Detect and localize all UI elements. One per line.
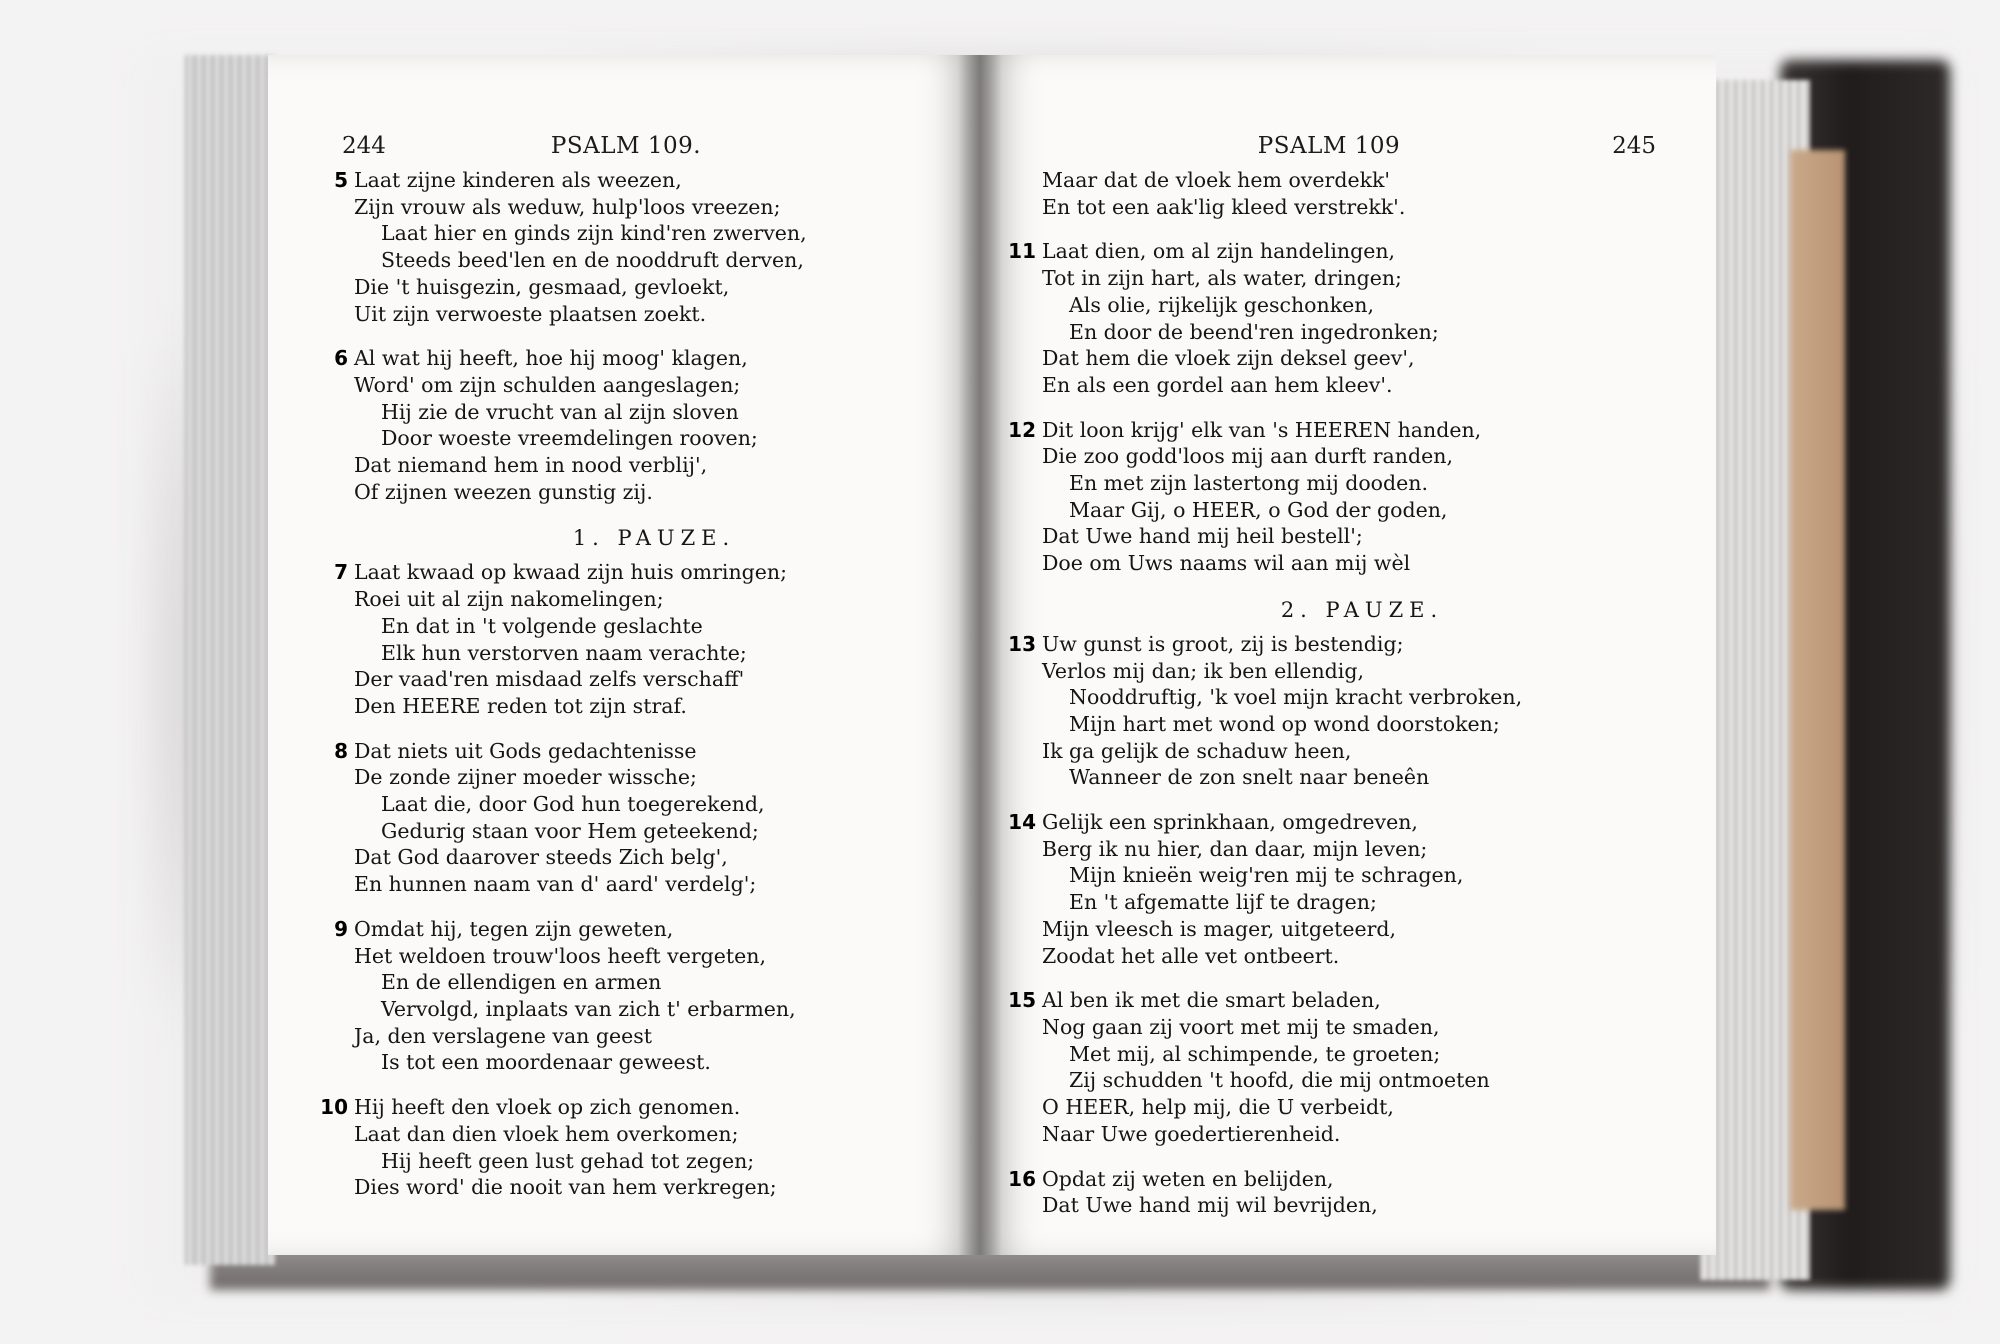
- verse-line: En met zijn lastertong mij dooden.: [1069, 471, 1428, 496]
- verse-line: Gelijk een sprinkhaan, omgedreven,: [1042, 810, 1418, 835]
- cover-inner-edge: [1790, 150, 1845, 1210]
- verse-line: En dat in 't volgende geslachte: [381, 613, 703, 638]
- verse-line: Dies word' die nooit van hem verkregen;: [354, 1175, 777, 1200]
- verse-line: Dat Uwe hand mij heil bestell';: [1042, 524, 1363, 549]
- verse-line: En tot een aak'lig kleed verstrekk'.: [1042, 194, 1406, 219]
- verse-line: En 't afgematte lijf te dragen;: [1069, 890, 1377, 915]
- verse-line: Uit zijn verwoeste plaatsen zoekt.: [354, 301, 707, 326]
- verse-line: Die zoo godd'loos mij aan durft randen,: [1042, 444, 1453, 469]
- verse-stanza: [1008, 417, 1682, 577]
- pauze-heading: 1. PAUZE.: [572, 526, 736, 551]
- verse-line: Dat niets uit Gods gedachtenisse: [354, 738, 697, 763]
- verse-stanza: [1008, 987, 1682, 1147]
- verse-line: En door de beend'ren ingedronken;: [1069, 319, 1439, 344]
- left-page-title: PSALM 109.: [550, 133, 702, 159]
- verse-line: Mijn knieën weig'ren mij te schragen,: [1069, 863, 1464, 888]
- verse-line: Maar dat de vloek hem overdekk': [1042, 168, 1391, 192]
- verse-number: 6: [334, 346, 348, 371]
- verse-stanza: [334, 167, 954, 327]
- verse-line: En hunnen naam van d' aard' verdelg';: [354, 872, 757, 897]
- verse-line: Is tot een moordenaar geweest.: [381, 1050, 711, 1075]
- verse-number: 7: [334, 560, 348, 585]
- verse-line: O HEER, help mij, die U verbeidt,: [1042, 1095, 1394, 1120]
- verse-stanza: [1008, 238, 1682, 398]
- verse-line: Met mij, al schimpende, te groeten;: [1069, 1041, 1441, 1066]
- verse-stanza: [1008, 809, 1682, 969]
- verse-line: Dat God daarover steeds Zich belg',: [354, 845, 728, 870]
- verse-line: Ja, den verslagene van geest: [354, 1023, 653, 1048]
- verse-line: Of zijnen weezen gunstig zij.: [354, 479, 653, 504]
- verse-line: Het weldoen trouw'loos heeft vergeten,: [354, 943, 767, 968]
- verse-stanza: [1042, 167, 1682, 220]
- verse-line: Tot in zijn hart, als water, dringen;: [1042, 266, 1402, 291]
- verse-stanza: [320, 1094, 954, 1201]
- verse-stanza: [334, 345, 954, 505]
- verse-number: 13: [1008, 631, 1036, 656]
- book-gutter: [958, 55, 1002, 1255]
- verse-line: Die 't huisgezin, gesmaad, gevloekt,: [354, 274, 730, 299]
- verse-number: 12: [1008, 417, 1036, 442]
- verse-number: 16: [1008, 1166, 1036, 1191]
- verse-line: Gedurig staan voor Hem geteekend;: [381, 818, 759, 843]
- verse-number: 8: [334, 738, 348, 763]
- verse-line: Door woeste vreemdelingen rooven;: [381, 426, 758, 451]
- verse-line: Wanneer de zon snelt naar beneên: [1069, 765, 1430, 790]
- verse-line: Uw gunst is groot, zij is bestendig;: [1042, 631, 1404, 656]
- verse-line: En de ellendigen en armen: [381, 970, 662, 995]
- verse-line: Berg ik nu hier, dan daar, mijn leven;: [1042, 836, 1428, 861]
- page-edges-left: [185, 55, 275, 1265]
- verse-line: Hij heeft den vloek op zich genomen.: [354, 1095, 741, 1120]
- verse-line: Naar Uwe goedertierenheid.: [1042, 1121, 1341, 1146]
- verse-line: Den HEERE reden tot zijn straf.: [354, 693, 687, 718]
- verse-line: Laat zijne kinderen als weezen,: [354, 168, 682, 192]
- verse-stanza: [334, 738, 954, 898]
- verse-line: Ik ga gelijk de schaduw heen,: [1042, 738, 1352, 763]
- verse-line: Nooddruftig, 'k voel mijn kracht verbroken,: [1069, 685, 1523, 710]
- verse-stanza: [1008, 1166, 1682, 1219]
- left-page-text: [320, 167, 954, 1219]
- verse-line: Steeds beed'len en de nooddruft derven,: [381, 248, 804, 273]
- verse-number: 9: [334, 916, 348, 941]
- verse-line: En als een gordel aan hem kleev'.: [1042, 372, 1393, 397]
- left-page-number: 244: [342, 133, 386, 159]
- verse-line: Dat hem die vloek zijn deksel geev',: [1042, 346, 1415, 371]
- verse-line: Mijn hart met wond op wond doorstoken;: [1069, 711, 1500, 736]
- verse-line: Hij heeft geen lust gehad tot zegen;: [381, 1148, 755, 1173]
- verse-line: Word' om zijn schulden aangeslagen;: [354, 372, 741, 397]
- left-page-header: [342, 133, 910, 167]
- verse-stanza: [334, 559, 954, 719]
- verse-line: Als olie, rijkelijk geschonken,: [1069, 292, 1374, 317]
- verse-line: Al wat hij heeft, hoe hij moog' klagen,: [354, 346, 748, 371]
- verse-line: Laat hier en ginds zijn kind'ren zwerven,: [381, 221, 807, 246]
- right-page: [980, 55, 1716, 1255]
- verse-line: Laat dien, om al zijn handelingen,: [1042, 239, 1396, 264]
- verse-line: Hij zie de vrucht van al zijn sloven: [381, 399, 739, 424]
- right-page-text: [1008, 167, 1682, 1237]
- verse-line: Laat dan dien vloek hem overkomen;: [354, 1121, 739, 1146]
- verse-line: Vervolgd, inplaats van zich t' erbarmen,: [381, 996, 796, 1021]
- verse-line: Der vaad'ren misdaad zelfs verschaff': [354, 667, 745, 692]
- right-page-header: [1042, 133, 1656, 167]
- verse-line: Zij schudden 't hoofd, die mij ontmoeten: [1069, 1068, 1490, 1093]
- verse-line: Opdat zij weten en belijden,: [1042, 1166, 1334, 1191]
- verse-line: Zoodat het alle vet ontbeert.: [1042, 943, 1340, 968]
- verse-line: Maar Gij, o HEER, o God der goden,: [1069, 497, 1448, 522]
- verse-stanza: [334, 916, 954, 1076]
- verse-line: Nog gaan zij voort met mij te smaden,: [1042, 1014, 1440, 1039]
- verse-line: Mijn vleesch is mager, uitgeteerd,: [1042, 916, 1397, 941]
- pauze-heading: 2. PAUZE.: [1280, 597, 1444, 622]
- right-page-title: PSALM 109: [1257, 133, 1401, 159]
- verse-number: 15: [1008, 988, 1036, 1013]
- verse-number: 10: [320, 1095, 348, 1120]
- verse-line: Doe om Uws naams wil aan mij wèl: [1042, 551, 1411, 576]
- verse-line: Roei uit al zijn nakomelingen;: [354, 587, 664, 612]
- verse-line: Elk hun verstorven naam verachte;: [381, 640, 747, 665]
- verse-number: 5: [334, 168, 348, 192]
- verse-line: Laat die, door God hun toegerekend,: [381, 792, 765, 817]
- verse-stanza: [1008, 631, 1682, 791]
- verse-line: De zonde zijner moeder wissche;: [354, 765, 697, 790]
- verse-line: Dit loon krijg' elk van 's HEEREN handen,: [1042, 417, 1482, 442]
- verse-line: Zijn vrouw als weduw, hulp'loos vreezen;: [354, 194, 781, 219]
- verse-line: Dat Uwe hand mij wil bevrijden,: [1042, 1193, 1378, 1218]
- right-page-number: 245: [1612, 133, 1656, 159]
- verse-number: 14: [1008, 810, 1036, 835]
- verse-line: Verlos mij dan; ik ben ellendig,: [1042, 658, 1364, 683]
- verse-line: Al ben ik met die smart beladen,: [1042, 988, 1381, 1013]
- verse-line: Laat kwaad op kwaad zijn huis omringen;: [354, 560, 788, 585]
- verse-number: 11: [1008, 239, 1036, 264]
- left-page: [268, 55, 980, 1255]
- verse-line: Omdat hij, tegen zijn geweten,: [354, 916, 674, 941]
- verse-line: Dat niemand hem in nood verblij',: [354, 453, 708, 478]
